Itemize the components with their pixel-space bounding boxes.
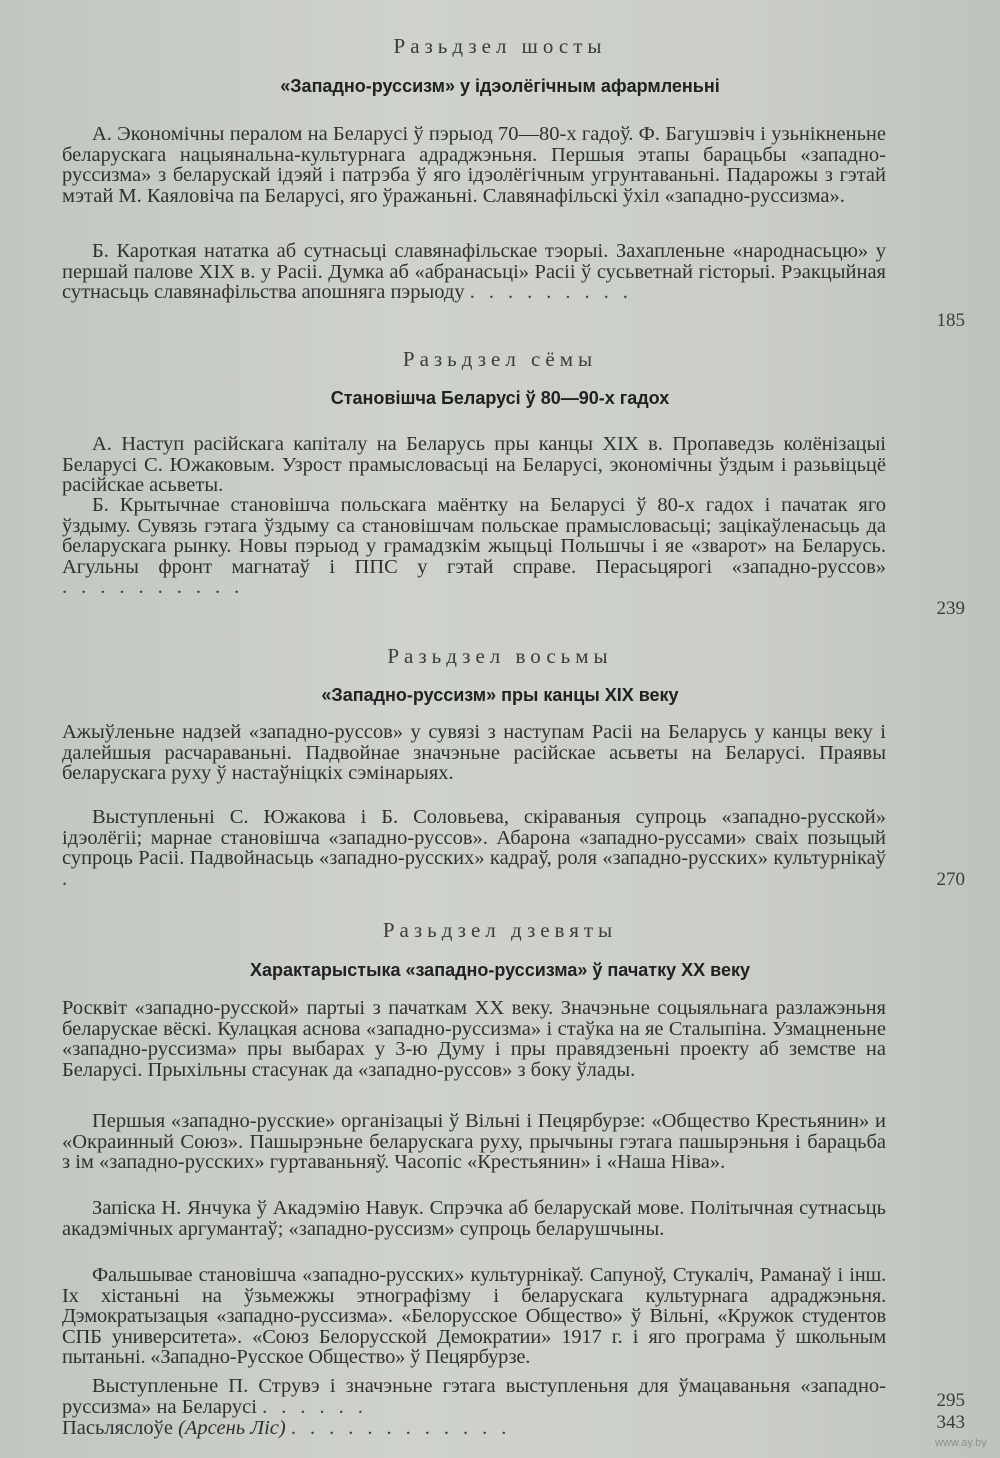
section-paragraph: Першыя «западно-русские» організацыі ў Вільні і Пецярбурзе: «Общество Крестьянин» и «Окраинный Союз». Пашырэньне беларускага руху, прычыны гэтага пашырэньня і барацьба з ім «западно-русских» гуртаваньняў. Часопіс «Крестьянин» і «Наша Ніва». <box>62 1110 886 1173</box>
section-label: Разьдзел дзевяты <box>382 918 618 942</box>
section-title: «Западно-руссизм» у ідэолёгічным афармленьні <box>280 76 720 96</box>
paragraph-text: Б. Крытычнае становішча польскага маёнтку на Беларусі ў 80-х гадох і пачатак яго ўздыму. Сувязь гэтага ўздыму са становішчам польскае прамысловасьці; зацікаўленасьць да беларускага рынку. Новы пэрыод у грамадзкім жыцьці Польшчы і яе «зварот» на Беларусь. Агульны фронт магнатаў і ППС у гэтай справе. Перасьцярогі «западно-руссов» <box>62 494 886 578</box>
afterword-author: (Арсень Ліс) <box>178 1417 286 1439</box>
watermark: www.ay.by <box>935 1437 987 1449</box>
section-paragraph <box>62 807 886 889</box>
section-label: Разьдзел восьмы <box>387 644 613 668</box>
page-number: 270 <box>936 869 965 890</box>
section-paragraph: А. Наступ расійскага капіталу на Беларусь пры канцы XIX в. Пропаведзь колёнізацыі Беларусі С. Южаковым. Узрост прамысловасьці на Беларусі, экономічны ўздым і разьвіцьцё расійскае асьветы. <box>62 433 886 496</box>
section-label: Разьдзел сёмы <box>402 347 598 371</box>
dot-leader: ......... <box>469 281 642 303</box>
section-paragraph <box>62 1376 886 1417</box>
paragraph-text: Б. Кароткая нататка аб сутнасьці славянафільскае тэорыі. Захапленьне «народнасьцю» у першай палове XIX в. у Расіі. Думка аб «абранасьці» Расіі ў сусьветнай гісторыі. Рэакцыйная сутнасьць славянафільства апошняга пэрыоду <box>62 240 886 303</box>
section-paragraph: Росквіт «западно-русской» партыі з пачаткам XX веку. Значэньне соцыяльнага разлажэньня беларускае вёскі. Кулацкая аснова «западно-руссизма» і стаўка на яе Сталыпіна. Узмацненьне «западно-руссизма» пры выбарах у 3-ю Думу і пры правядзеньні проекту аб земстве на Беларусі. Прыхільны стасунак да «западно-руссов» з боку ўлады. <box>62 997 886 1081</box>
section-paragraph <box>62 241 886 303</box>
section-paragraph <box>62 495 886 598</box>
paragraph-text: Выступленьне П. Струвэ і значэньне гэтага выступленьня для ўмацаваньня «западно-руссизма» на Беларусі <box>62 1375 886 1418</box>
page-number: 295 <box>936 1390 965 1411</box>
afterword-entry <box>62 1418 886 1439</box>
section-paragraph: Запіска Н. Янчука ў Акадэмію Навук. Спрэчка аб беларускай мове. Політычная сутнасьць акадэмічных аргумантаў; «западно-руссизм» супроць беларушчыны. <box>62 1197 886 1240</box>
section-title: Характарыстыка «западно-руссизма» ў пачатку XX веку <box>250 960 750 980</box>
dot-leader: .......... <box>62 576 254 598</box>
section-title: «Западно-руссизм» пры канцы XIX веку <box>321 685 679 705</box>
section-paragraph: А. Экономічны пералом на Беларусі ў пэрыод 70—80-х гадоў. Ф. Багушэвіч і узьнікненьне беларускага нацыянальна-культурнага адраджэньня. Першыя этапы барацьбы «западно-руссизма» з беларускай ідэяй і патрэба ў яго ідэолёгічным угрунтаваньні. Падарожы з гэтай мэтай М. Каяловіча па Беларусі, яго ўражаньні. Славянафільскі ўхіл «западно-руссизма». <box>62 123 886 207</box>
afterword-label: Пасьляслоўе <box>62 1417 173 1439</box>
dot-leader: . <box>62 867 82 890</box>
dot-leader: ...... <box>262 1395 377 1418</box>
section-paragraph: Ажыўленьне надзей «западно-руссов» у сувязі з наступам Расіі на Беларусь у канцы веку і далейшыя расчараваньні. Падвойнае значэньне расійскае асьветы на Беларусі. Праявы беларускага руху ў настаўніцкіх сэмінарыях. <box>62 721 886 784</box>
page-number: 343 <box>936 1412 965 1433</box>
dot-leader: ............ <box>290 1417 521 1439</box>
paragraph-text: Выступленьні С. Южакова і Б. Соловьева, скіраваныя супроць «западно-русской» ідэолёгіі; марнае становішча «западно-руссов». Абарона «западно-руссами» сваіх позыцый супроць Расіі. Падвойнасьць «западно-русских» кадраў, роля «западно-русских» культурнікаў <box>62 806 886 869</box>
section-title: Становішча Беларусі ў 80—90-х гадох <box>330 388 670 408</box>
page-number: 185 <box>936 310 965 331</box>
section-label: Разьдзел шосты <box>393 34 607 58</box>
page-number: 239 <box>936 598 965 619</box>
section-paragraph: Фальшывае становішча «западно-русских» культурнікаў. Сапуноў, Стукаліч, Раманаў і інш. Іх хістаньні на ўзьмежжы этнографізму і беларускага культурнага адраджэньня. Дэмократызацыя «западно-руссизма». «Белорусское Общество» ў Вільні, «Кружок студентов СПБ университета». «Союз Белорусской Демократии» 1917 г. і яго програма ў школьным пытаньні. «Западно-Русское Общество» ў Пецярбурзе. <box>62 1264 886 1368</box>
